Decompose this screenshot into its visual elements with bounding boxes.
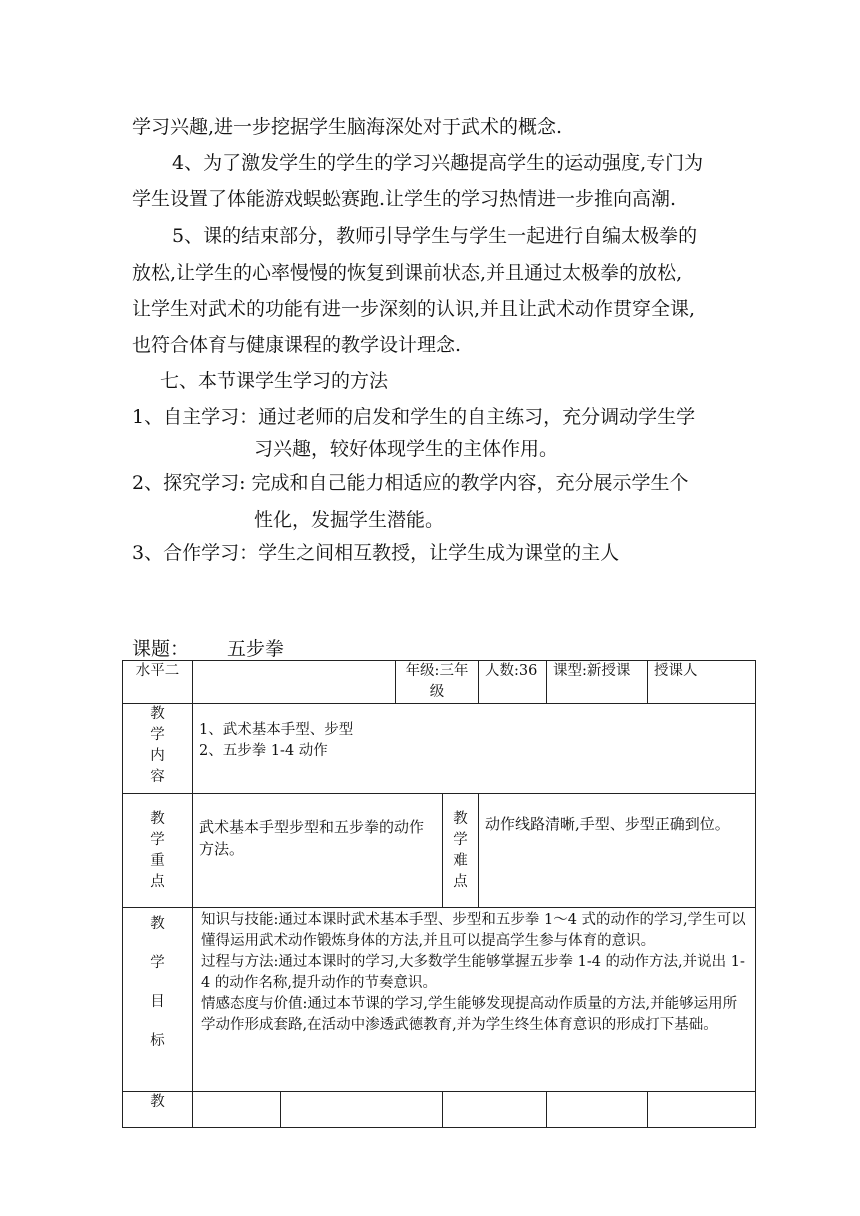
- level-cell: 水平二: [123, 661, 193, 704]
- last-label: 教: [123, 1092, 193, 1128]
- teacher-cell: 授课人: [648, 661, 756, 704]
- method-1: 1、自主学习：通过老师的启发和学生的自主练习，充分调动学生学: [132, 406, 696, 428]
- goals-row: [123, 908, 756, 1092]
- method-1-cont: 习兴趣，较好体现学生的主体作用。: [254, 438, 559, 460]
- content-items: [193, 704, 756, 794]
- lesson-title: [132, 638, 371, 661]
- content-label: 教 学 内 容: [123, 704, 193, 794]
- goal-knowledge: 知识与技能:通过本课时武术基本手型、步型和五步拳 1～4 式的动作的学习,学生可以懂得运用武术动作锻炼身体的方法,并且可以提高学生参与体育的意识。: [201, 912, 746, 949]
- last-row: [123, 1092, 756, 1128]
- body-line-4: 5、课的结束部分，教师引导学生与学生一起进行自编太极拳的: [172, 225, 698, 247]
- key-label: 教 学 重 点: [123, 794, 193, 908]
- empty-cell: [648, 1092, 756, 1128]
- diff-label: 教 学 难 点: [443, 794, 479, 908]
- type-cell: 课型:新授课: [547, 661, 648, 704]
- goal-label: 教 学 目 标: [123, 908, 193, 1092]
- method-3: 3、合作学习：学生之间相互教授，让学生成为课堂的主人: [132, 542, 620, 564]
- key-row: [123, 794, 756, 908]
- empty-cell: [547, 1092, 648, 1128]
- body-line-2: 4、为了激发学生的学生的学习兴趣提高学生的运动强度,专门为: [172, 152, 704, 174]
- empty-cell: [443, 1092, 547, 1128]
- section-heading: 七、本节课学生学习的方法: [160, 370, 389, 392]
- method-2-cont: 性化，发掘学生潜能。: [254, 509, 445, 531]
- body-line-7: 也符合体育与健康课程的教学设计理念.: [132, 334, 462, 356]
- body-line-6: 让学生对武术的功能有进一步深刻的认识,并且让武术动作贯穿全课,: [132, 298, 696, 320]
- goal-process: 过程与方法:通过本课时的学习,大多数学生能够掌握五步拳 1-4 的动作方法,并说出 1-4 的动作名称,提升动作的节奏意识。: [201, 954, 745, 991]
- lesson-plan-table: [122, 660, 756, 1128]
- empty-cell: [281, 1092, 443, 1128]
- count-cell: 人数:36: [479, 661, 547, 704]
- body-line-5: 放松,让学生的心率慢慢的恢复到课前状态,并且通过太极拳的放松,: [132, 262, 683, 284]
- blank-cell: [193, 661, 396, 704]
- grade-cell: 年级:三年级: [396, 661, 479, 704]
- content-item: 2、五步拳 1-4 动作: [199, 742, 328, 759]
- empty-cell: [193, 1092, 281, 1128]
- body-line-3: 学生设置了体能游戏蜈蚣赛跑.让学生的学习热情进一步推向高潮.: [132, 188, 677, 210]
- lesson-title-value: 五步拳: [203, 638, 371, 661]
- lesson-title-label: 课题：: [132, 638, 190, 660]
- goals-text: [193, 908, 756, 1092]
- diff-text: 动作线路清晰,手型、步型正确到位。: [479, 794, 756, 908]
- method-2: 2、探究学习: 完成和自己能力相适应的教学内容，充分展示学生个: [132, 472, 689, 494]
- body-line-1: 学习兴趣,进一步挖据学生脑海深处对于武术的概念.: [132, 116, 563, 138]
- content-item: 1、武术基本手型、步型: [199, 721, 354, 738]
- goal-attitude: 情感态度与价值:通过本节课的学习,学生能够发现提高动作质量的方法,并能够运用所学动作形成套路,在活动中渗透武德教育,并为学生终生体育意识的形成打下基础。: [201, 996, 738, 1033]
- content-row: [123, 704, 756, 794]
- key-text: 武术基本手型步型和五步拳的动作方法。: [193, 794, 443, 908]
- header-row: [123, 661, 756, 704]
